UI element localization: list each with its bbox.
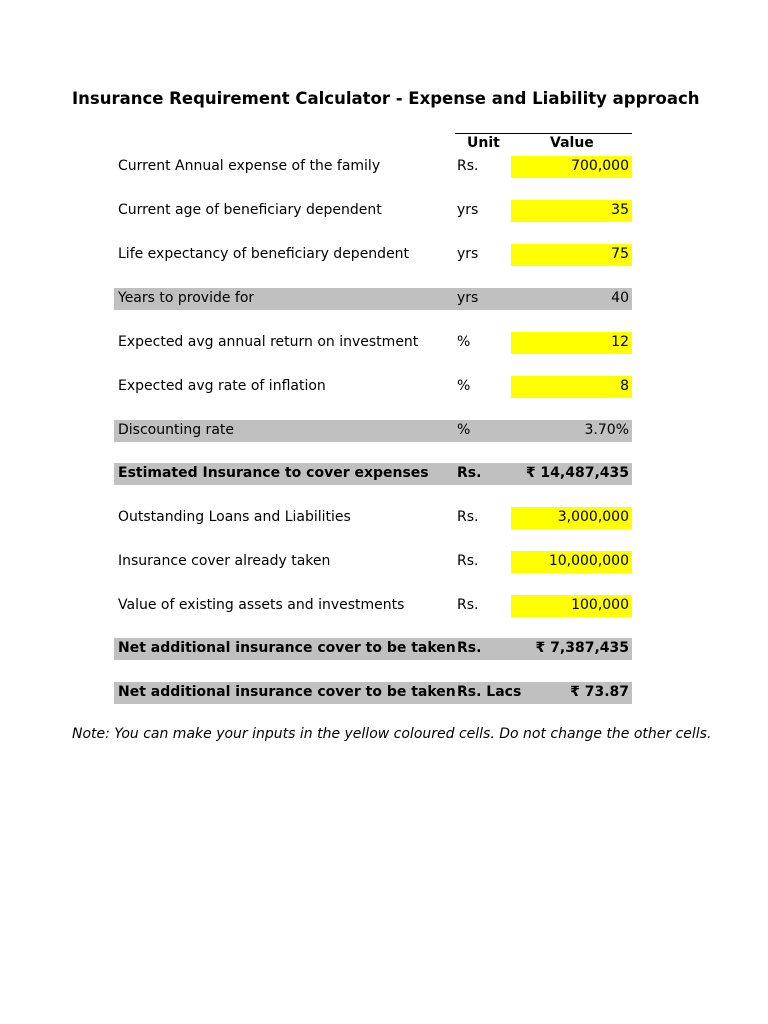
row-value: 700,000 [571,158,629,174]
row-current-age [114,200,632,222]
row-unit: % [457,378,471,394]
input-cell-outstanding-loans[interactable] [511,507,632,529]
row-expected-return [114,332,632,354]
row-unit: Rs. [457,465,482,481]
header-rule [455,133,632,134]
row-label: Current Annual expense of the family [118,158,381,174]
row-unit: % [457,422,471,438]
input-cell-annual-expense[interactable] [511,156,632,178]
row-discounting-rate [114,420,632,442]
input-cell-insurance-taken[interactable] [511,551,632,573]
row-unit: Rs. Lacs [457,684,522,700]
input-cell-expected-return[interactable] [511,332,632,354]
row-unit: Rs. [457,640,482,656]
value-column-header: Value [550,135,594,151]
row-label: Years to provide for [118,290,255,306]
row-value: ₹ 7,387,435 [535,640,629,656]
row-label: Discounting rate [118,422,234,438]
row-net-additional-cover [114,638,632,660]
row-unit: Rs. [457,509,479,525]
row-value: 40 [611,290,629,306]
row-label: Net additional insurance cover to be taken [118,684,456,700]
row-insurance-already-taken [114,551,632,573]
footer-note: Note: You can make your inputs in the yellow coloured cells. Do not change the other cells. [72,726,712,742]
row-value: ₹ 73.87 [570,684,629,700]
row-label: Life expectancy of beneficiary dependent [118,246,410,262]
row-estimated-insurance [114,463,632,485]
row-current-annual-expense [114,156,632,178]
row-unit: yrs [457,246,479,262]
row-years-to-provide [114,288,632,310]
input-cell-existing-assets[interactable] [511,595,632,617]
row-label: Expected avg annual return on investment [118,334,419,350]
row-value: 10,000,000 [548,553,629,569]
row-value: 3,000,000 [557,509,629,525]
row-unit: Rs. [457,597,479,613]
row-unit: yrs [457,202,479,218]
row-value: 100,000 [571,597,629,613]
row-value: 8 [620,378,629,394]
input-cell-life-expectancy[interactable] [511,244,632,266]
row-inflation-rate [114,376,632,398]
row-label: Outstanding Loans and Liabilities [118,509,351,525]
input-cell-inflation-rate[interactable] [511,376,632,398]
row-life-expectancy [114,244,632,266]
row-value: 12 [611,334,629,350]
row-value: 3.70% [584,422,629,438]
row-label: Current age of beneficiary dependent [118,202,382,218]
row-net-additional-cover-lacs [114,682,632,704]
row-value: 75 [611,246,629,262]
row-label: Value of existing assets and investments [118,597,405,613]
row-existing-assets [114,595,632,617]
row-value: 35 [611,202,629,218]
row-label: Estimated Insurance to cover expenses [118,465,429,481]
row-label: Net additional insurance cover to be taken [118,640,456,656]
row-value: ₹ 14,487,435 [525,465,629,481]
unit-column-header: Unit [467,135,500,151]
row-label: Expected avg rate of inflation [118,378,326,394]
row-label: Insurance cover already taken [118,553,331,569]
row-unit: Rs. [457,553,479,569]
row-outstanding-loans [114,507,632,529]
row-unit: yrs [457,290,479,306]
page-title: Insurance Requirement Calculator - Expense and Liability approach [72,89,700,108]
row-unit: % [457,334,471,350]
input-cell-current-age[interactable] [511,200,632,222]
row-unit: Rs. [457,158,479,174]
